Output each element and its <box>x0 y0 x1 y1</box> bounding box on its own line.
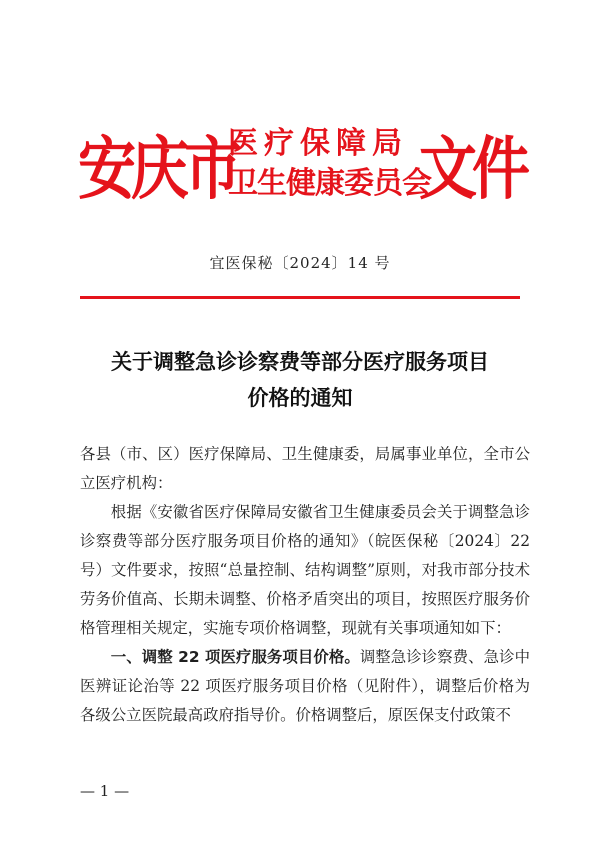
document-masthead <box>78 120 528 212</box>
document-title <box>0 344 600 416</box>
title-line-1: 关于调整急诊诊察费等部分医疗服务项目 <box>111 349 489 374</box>
section-1-text: 调整急诊诊察费、急诊中医辨证论治等 22 项医疗服务项目价格（见附件），调整后价格为各级公立医院最高政府指导价。价格调整后，原医保支付政策不 <box>80 648 530 724</box>
document-number: 宜医保秘〔2024〕14 号 <box>209 254 391 272</box>
section-1-paragraph <box>80 643 530 730</box>
masthead-dept-line1: 医疗保障局 <box>228 126 408 161</box>
intro-paragraph: 根据《安徽省医疗保障局安徽省卫生健康委员会关于调整急诊诊察费等部分医疗服务项目价格的通知》（皖医保秘〔2024〕22 号）文件要求，按照“总量控制、结构调整”原则，对我市部分技术劳务价值高、长期未调整、价格矛盾突出的项目，按照医疗服务价格管理相关规定，实施专项价格调整，现就有关事项通知如下： <box>80 503 530 637</box>
title-line-2: 价格的通知 <box>247 385 353 410</box>
masthead-city: 安庆市 <box>78 128 238 209</box>
page-number: — 1 — <box>80 782 130 800</box>
masthead-dept-line2: 卫生健康委员会 <box>228 166 431 201</box>
section-1-heading: 一、调整 22 项医疗服务项目价格。 <box>110 648 360 666</box>
masthead-departments <box>228 124 431 204</box>
document-body <box>80 440 530 730</box>
masthead-suffix: 文件 <box>419 128 526 209</box>
addressee: 各县（市、区）医疗保障局、卫生健康委，局属事业单位，全市公立医疗机构： <box>80 445 530 492</box>
red-divider-line <box>80 296 520 299</box>
